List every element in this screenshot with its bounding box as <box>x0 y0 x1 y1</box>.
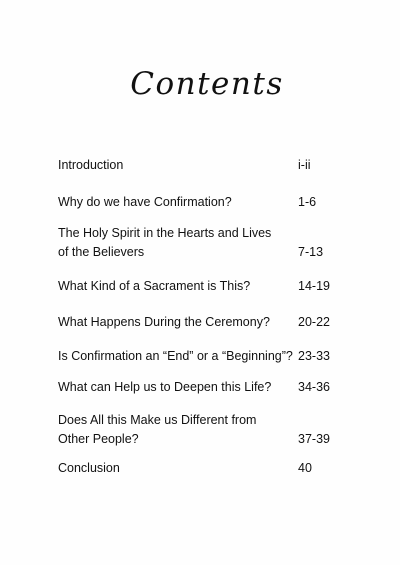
toc-entry-label: The Holy Spirit in the Hearts and Lives <box>58 226 272 240</box>
toc-entry-label: What Happens During the Ceremony? <box>58 315 270 329</box>
toc-entry-label: Why do we have Confirmation? <box>58 195 232 209</box>
toc-entry-pages: 40 <box>298 461 312 475</box>
toc-entry-pages: 20-22 <box>298 315 330 329</box>
toc-entry-label: Introduction <box>58 158 124 172</box>
toc-entry-pages: 37-39 <box>298 432 330 446</box>
toc-entry-pages: 34-36 <box>298 380 330 394</box>
toc-entry-label: Is Confirmation an “End” or a “Beginning”? <box>58 349 293 363</box>
toc-entry-pages: 1-6 <box>298 195 317 209</box>
toc-entry-pages: 7-13 <box>298 245 324 259</box>
toc-entry-label-line2: of the Believers <box>58 245 145 259</box>
toc-entry-label: What can Help us to Deepen this Life? <box>58 380 272 394</box>
toc-entry-label: Conclusion <box>58 461 120 475</box>
toc-entry-label-line2: Other People? <box>58 432 139 446</box>
toc-entry-label: Does All this Make us Different from <box>58 413 257 427</box>
toc-entry-pages: i-ii <box>298 158 311 172</box>
toc-entry-label: What Kind of a Sacrament is This? <box>58 279 251 293</box>
toc-entry-pages: 14-19 <box>298 279 330 293</box>
page-title: Contents <box>130 66 284 102</box>
toc-entry-pages: 23-33 <box>298 349 330 363</box>
